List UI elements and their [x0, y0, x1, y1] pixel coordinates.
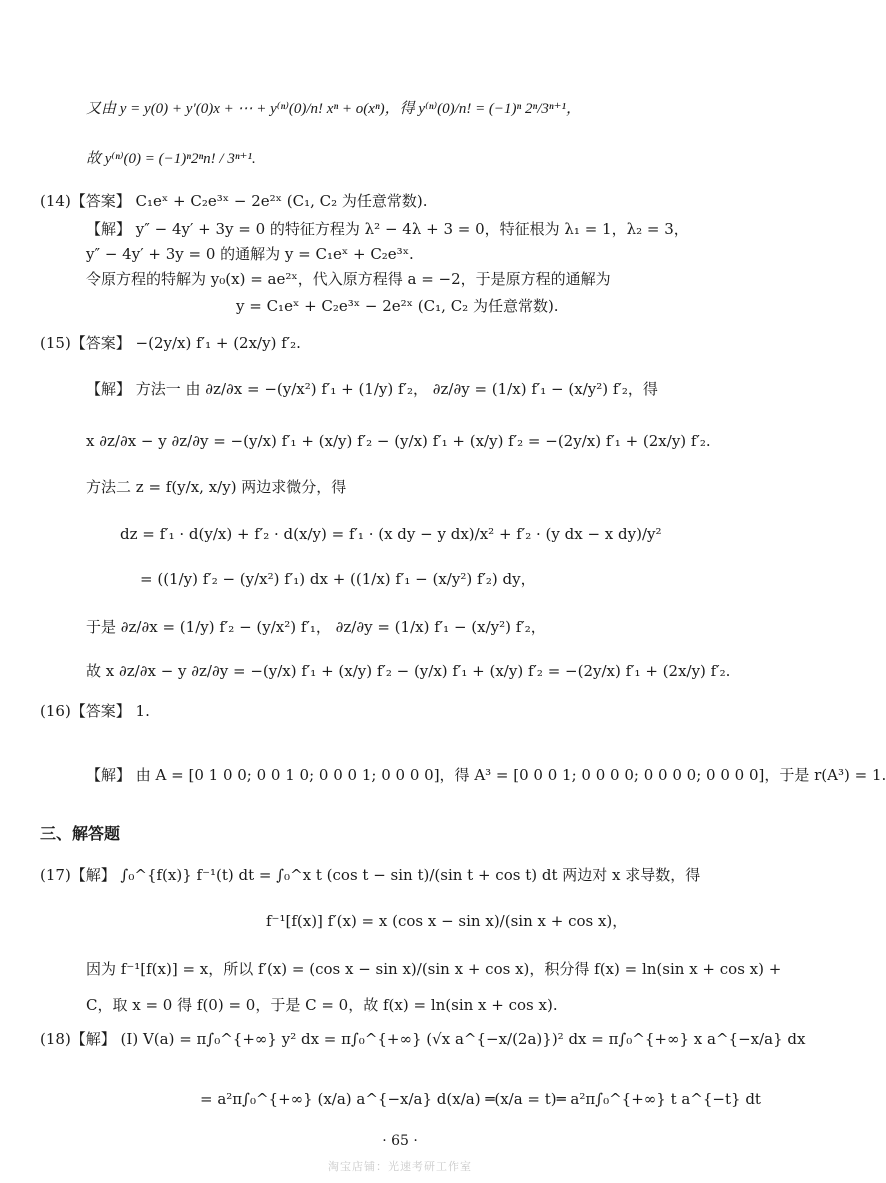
watermark: 淘宝店铺：光速考研工作室: [328, 1160, 472, 1173]
text-line: 令原方程的特解为 y₀(x) = ae²ˣ，代入原方程得 a = −2，于是原方程的通解为: [86, 270, 611, 288]
text-line: C，取 x = 0 得 f(0) = 0，于是 C = 0，故 f(x) = ln(sin x + cos x).: [86, 996, 558, 1014]
text-line: 又由 y = y(0) + y′(0)x + ⋯ + y⁽ⁿ⁾(0)/n! xⁿ + o(xⁿ)，得 y⁽ⁿ⁾(0)/n! = (−1)ⁿ 2ⁿ/3ⁿ⁺¹，: [86, 101, 582, 117]
text-line: 故 x ∂z/∂x − y ∂z/∂y = −(y/x) f′₁ + (x/y) f′₂ − (y/x) f′₁ + (x/y) f′₂ = −(2y/x) f′₁ + (2x/y) f′₂.: [86, 662, 731, 680]
solution-18: (18)【解】 (Ⅰ) V(a) = π∫₀^{+∞} y² dx = π∫₀^{+∞} (√x a^{−x/(2a)})² dx = π∫₀^{+∞} x a^{−x/a} dx: [40, 1030, 806, 1048]
text-line: 故 y⁽ⁿ⁾(0) = (−1)ⁿ2ⁿn! / 3ⁿ⁺¹.: [86, 151, 256, 167]
answer-16: (16)【答案】 1.: [40, 702, 150, 720]
answer-14: (14)【答案】 C₁eˣ + C₂e³ˣ − 2e²ˣ (C₁, C₂ 为任意常数).: [40, 192, 428, 210]
text-line: y″ − 4y′ + 3y = 0 的通解为 y = C₁eˣ + C₂e³ˣ.: [86, 245, 414, 263]
text-line: 于是 ∂z/∂x = (1/y) f′₂ − (y/x²) f′₁， ∂z/∂y = (1/x) f′₁ − (x/y²) f′₂，: [86, 618, 546, 636]
text-line: y = C₁eˣ + C₂e³ˣ − 2e²ˣ (C₁, C₂ 为任意常数).: [236, 297, 559, 315]
text-line: 方法二 z = f(y/x, x/y) 两边求微分，得: [86, 478, 347, 496]
solution-17: (17)【解】 ∫₀^{f(x)} f⁻¹(t) dt = ∫₀^x t (cos t − sin t)/(sin t + cos t) dt 两边对 x 求导数，得: [40, 866, 701, 884]
page-number: · 65 ·: [382, 1133, 418, 1149]
text-line: = ((1/y) f′₂ − (y/x²) f′₁) dx + ((1/x) f′₁ − (x/y²) f′₂) dy，: [140, 570, 536, 588]
answer-15: (15)【答案】 −(2y/x) f′₁ + (2x/y) f′₂.: [40, 334, 301, 352]
text-line: 【解】 由 A = [0 1 0 0; 0 0 1 0; 0 0 0 1; 0 0 0 0]，得 A³ = [0 0 0 1; 0 0 0 0; 0 0 0 0; 0 0 0 0]，于是 r(A³) = 1.: [86, 766, 886, 784]
text-line: = a²π∫₀^{+∞} (x/a) a^{−x/a} d(x/a) ═(x/a = t)═ a²π∫₀^{+∞} t a^{−t} dt: [200, 1090, 761, 1108]
text-line: x ∂z/∂x − y ∂z/∂y = −(y/x) f′₁ + (x/y) f′₂ − (y/x) f′₁ + (x/y) f′₂ = −(2y/x) f′₁ + (2x/y) f′₂.: [86, 432, 711, 450]
text-line: dz = f′₁ · d(y/x) + f′₂ · d(x/y) = f′₁ · (x dy − y dx)/x² + f′₂ · (y dx − x dy)/y²: [120, 525, 662, 543]
text-line: 【解】 y″ − 4y′ + 3y = 0 的特征方程为 λ² − 4λ + 3 = 0，特征根为 λ₁ = 1，λ₂ = 3，: [86, 220, 689, 238]
section-heading: 三、解答题: [40, 824, 121, 843]
text-line: 【解】 方法一 由 ∂z/∂x = −(y/x²) f′₁ + (1/y) f′₂， ∂z/∂y = (1/x) f′₁ − (x/y²) f′₂，得: [86, 380, 658, 398]
text-line: f⁻¹[f(x)] f′(x) = x (cos x − sin x)/(sin x + cos x)，: [266, 912, 628, 930]
text-line: 因为 f⁻¹[f(x)] = x，所以 f′(x) = (cos x − sin x)/(sin x + cos x)，积分得 f(x) = ln(sin x + cos x) +: [86, 960, 782, 978]
